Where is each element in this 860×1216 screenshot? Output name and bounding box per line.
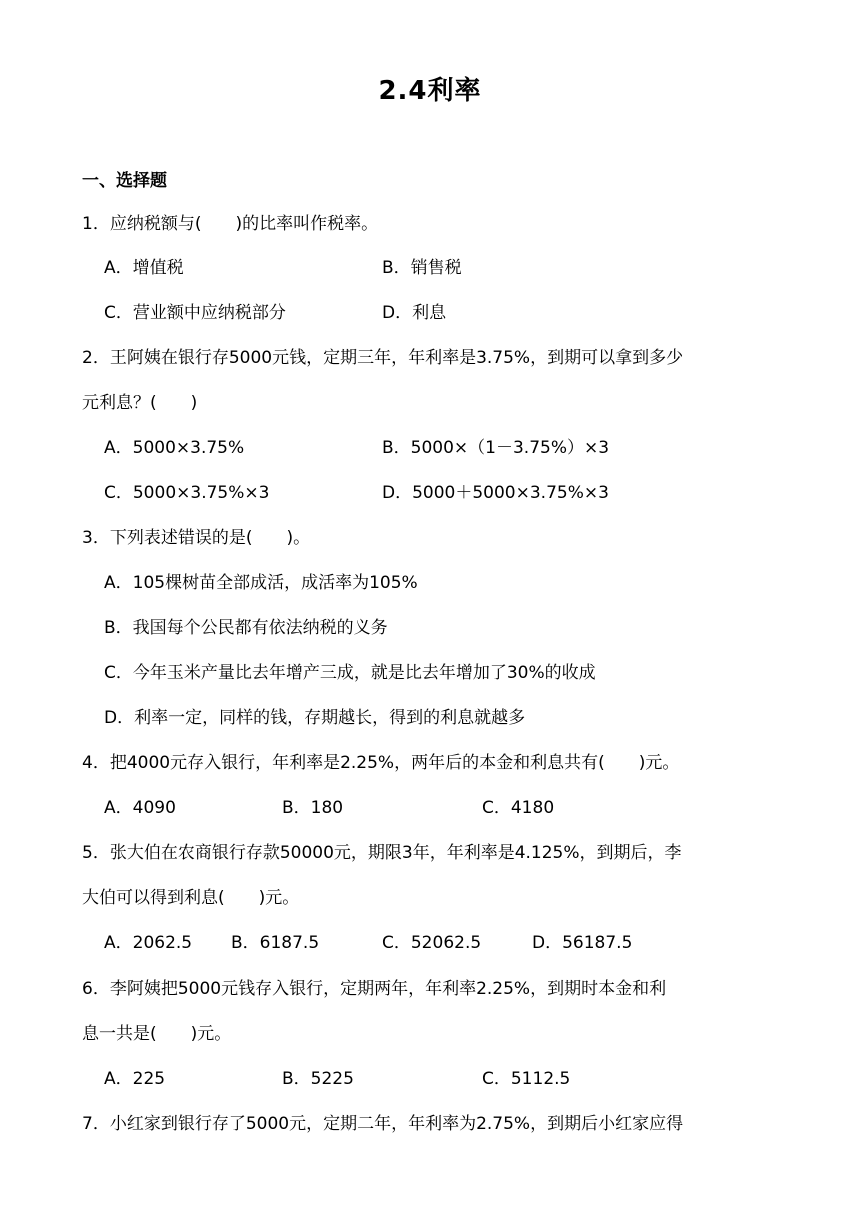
question-6-option-a: A．225 <box>104 1069 166 1089</box>
question-5-option-a: A．2062.5 <box>104 933 193 953</box>
question-7-text: 7．小红家到银行存了5000元，定期二年，年利率为2.75%，到期后小红家应得 <box>82 1114 684 1134</box>
page-title: 2.4利率 <box>378 76 482 106</box>
question-5-option-d: D．56187.5 <box>532 933 633 953</box>
question-2-option-c: C．5000×3.75%×3 <box>104 483 270 503</box>
question-5-text-line-1: 5．张大伯在农商银行存款50000元，期限3年，年利率是4.125%，到期后，李 <box>82 843 682 863</box>
question-4-option-c: C．4180 <box>482 798 555 818</box>
question-6-text-line-1: 6．李阿姨把5000元钱存入银行，定期两年，年利率2.25%，到期时本金和利 <box>82 979 667 999</box>
question-1-option-b: B．销售税 <box>382 258 462 278</box>
question-6-option-c: C．5112.5 <box>482 1069 571 1089</box>
question-2-text-line-1: 2．王阿姨在银行存5000元钱，定期三年，年利率是3.75%，到期可以拿到多少 <box>82 348 684 368</box>
question-1-option-c: C．营业额中应纳税部分 <box>104 303 286 323</box>
question-2-option-d: D．5000＋5000×3.75%×3 <box>382 483 609 503</box>
question-2-text-line-2: 元利息？( ) <box>82 393 198 413</box>
question-5-text-line-2: 大伯可以得到利息( )元。 <box>82 888 300 908</box>
question-4-option-a: A．4090 <box>104 798 176 818</box>
question-4-option-b: B．180 <box>282 798 344 818</box>
question-6-text-line-2: 息一共是( )元。 <box>82 1024 232 1044</box>
question-3-option-b: B．我国每个公民都有依法纳税的义务 <box>104 618 388 638</box>
question-1-option-a: A．增值税 <box>104 258 184 278</box>
question-1-text: 1．应纳税额与( )的比率叫作税率。 <box>82 214 379 234</box>
question-6-option-b: B．5225 <box>282 1069 354 1089</box>
question-2-option-a: A．5000×3.75% <box>104 438 245 458</box>
question-1-option-d: D．利息 <box>382 303 447 323</box>
question-3-option-d: D．利率一定，同样的钱，存期越长，得到的利息就越多 <box>104 708 526 728</box>
question-3-option-c: C．今年玉米产量比去年增产三成，就是比去年增加了30%的收成 <box>104 663 596 683</box>
section-heading: 一、选择题 <box>82 171 167 191</box>
question-3-option-a: A．105棵树苗全部成活，成活率为105% <box>104 573 418 593</box>
question-3-text: 3．下列表述错误的是( )。 <box>82 528 311 548</box>
question-5-option-c: C．52062.5 <box>382 933 482 953</box>
question-4-text: 4．把4000元存入银行，年利率是2.25%，两年后的本金和利息共有( )元。 <box>82 753 680 773</box>
question-5-option-b: B．6187.5 <box>231 933 320 953</box>
question-2-option-b: B．5000×（1－3.75%）×3 <box>382 438 610 458</box>
